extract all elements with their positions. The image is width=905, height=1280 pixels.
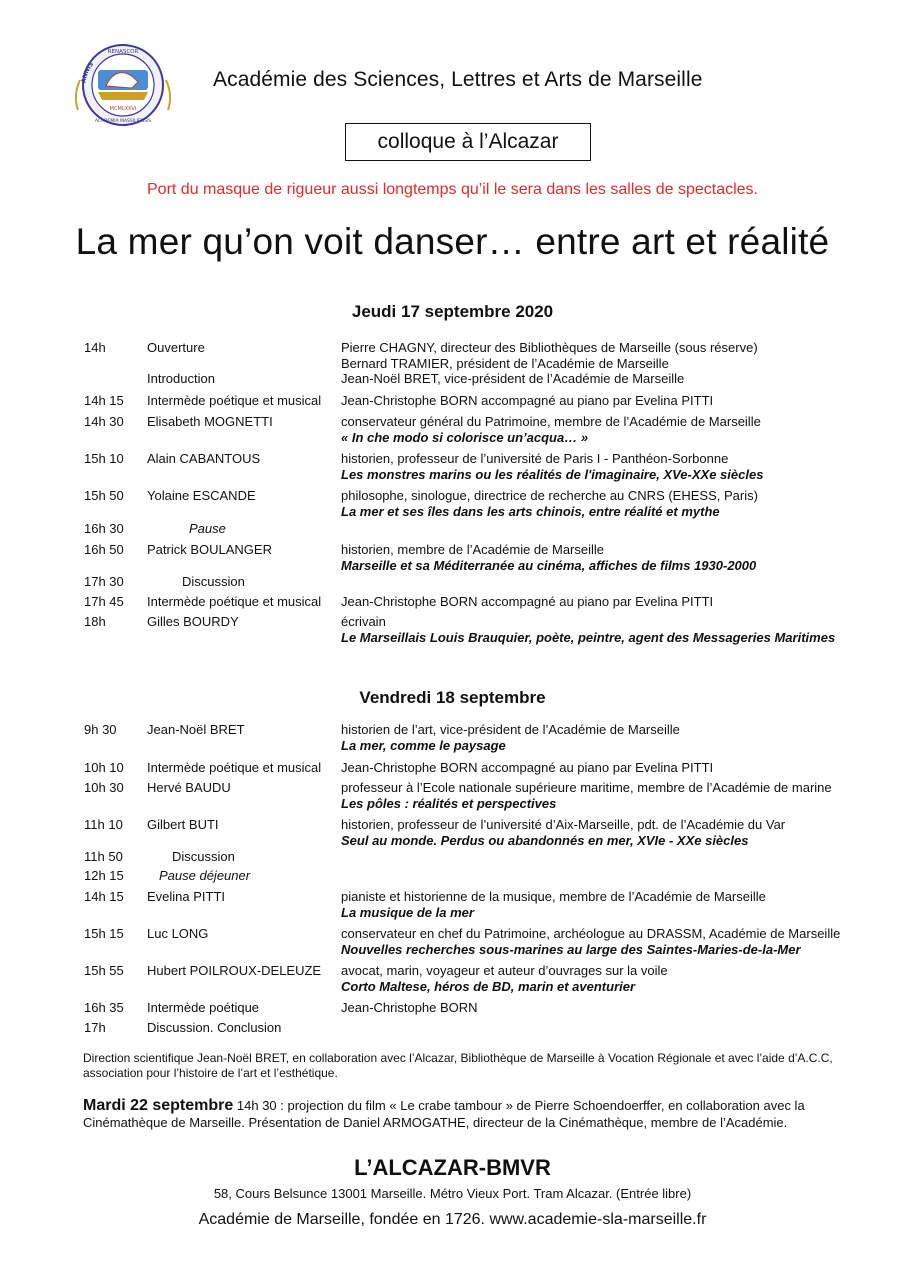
scientific-direction-note: Direction scientifique Jean-Noël BRET, en collaboration avec l’Alcazar, Bibliothèque de Marseille à Vocation Régionale et avec l’aide d’A.C.C, association pour l’histoire de l’art et l’esthétique. bbox=[83, 1051, 833, 1080]
session-role: conservateur en chef du Patrimoine, archéologue au DRASSM, Académie de Marseille bbox=[341, 926, 841, 941]
session-speaker: Patrick BOULANGER bbox=[147, 542, 272, 557]
session-speaker: Intermède poétique bbox=[147, 1000, 260, 1015]
session-description bbox=[341, 780, 832, 812]
session-time: 15h 55 bbox=[84, 963, 124, 978]
talk-title: « In che modo si colorisce un’acqua… » bbox=[341, 430, 589, 445]
academy-crest-icon bbox=[68, 40, 178, 132]
session-speaker: Discussion bbox=[172, 849, 235, 864]
session-time: 11h 10 bbox=[84, 817, 123, 832]
mask-notice: Port du masque de rigueur aussi longtemps qu’il le sera dans les salles de spectacles. bbox=[147, 181, 758, 198]
session-speaker: Alain CABANTOUS bbox=[147, 451, 261, 466]
day1-heading: Jeudi 17 septembre 2020 bbox=[351, 302, 554, 321]
session-speaker: Hervé BAUDU bbox=[147, 780, 231, 795]
session-time: 14h 15 bbox=[84, 889, 124, 904]
session-speaker: Ouverture bbox=[147, 340, 205, 355]
session-description bbox=[341, 722, 680, 754]
tuesday-text: 14h 30 : projection du film « Le crabe tambour » de Pierre Schoendoerffer, en collaboration avec la Cinémathèque de Marseille. Présentation de Daniel ARMOGATHE, directeur de la Cinémathèque, membre de l’Académie. bbox=[83, 1098, 805, 1130]
session-time: 10h 10 bbox=[84, 760, 124, 775]
session-description bbox=[341, 488, 758, 520]
session-speaker: Gilles BOURDY bbox=[147, 614, 239, 629]
session-description bbox=[341, 614, 835, 646]
session-role: Pierre CHAGNY, directeur des Bibliothèques de Marseille (sous réserve) bbox=[341, 340, 758, 355]
session-speaker: Discussion. Conclusion bbox=[147, 1020, 282, 1035]
session-time: 11h 50 bbox=[84, 849, 123, 864]
page-title: La mer qu’on voit danser… entre art et réalité bbox=[75, 221, 830, 262]
session-role: historien, professeur de l’université de Paris I - Panthéon-Sorbonne bbox=[341, 451, 729, 466]
session-time: 10h 30 bbox=[84, 780, 124, 795]
session-time: 17h bbox=[84, 1020, 106, 1035]
session-role: Jean-Christophe BORN accompagné au piano par Evelina PITTI bbox=[341, 760, 714, 775]
session-description bbox=[341, 760, 713, 776]
session-time: 12h 15 bbox=[84, 868, 124, 883]
svg-text:ACADEMIA MASSILIENSIS: ACADEMIA MASSILIENSIS bbox=[94, 119, 152, 124]
session-role: pianiste et historienne de la musique, membre de l’Académie de Marseille bbox=[341, 889, 766, 904]
talk-title: Le Marseillais Louis Brauquier, poète, peintre, agent des Messageries Maritimes bbox=[341, 630, 836, 645]
session-description bbox=[341, 926, 840, 958]
session-role: Jean-Christophe BORN accompagné au piano par Evelina PITTI bbox=[341, 594, 714, 609]
session-speaker: Intermède poétique et musical bbox=[147, 594, 322, 609]
session-time: 15h 10 bbox=[84, 451, 124, 466]
talk-title: Nouvelles recherches sous-marines au large des Saintes-Maries-de-la-Mer bbox=[341, 942, 801, 957]
session-time: 14h bbox=[84, 340, 106, 355]
session-role: professeur à l’Ecole nationale supérieure maritime, membre de l’Académie de marine bbox=[341, 780, 832, 795]
session-speaker: Discussion bbox=[182, 574, 245, 589]
session-time: 15h 50 bbox=[84, 488, 124, 503]
session-speaker: Introduction bbox=[147, 371, 215, 386]
session-description bbox=[341, 594, 713, 610]
talk-title: La mer et ses îles dans les arts chinois, entre réalité et mythe bbox=[341, 504, 720, 519]
session-time: 14h 15 bbox=[84, 393, 124, 408]
session-role: Jean-Christophe BORN accompagné au piano par Evelina PITTI bbox=[341, 393, 714, 408]
session-speaker: Yolaine ESCANDE bbox=[147, 488, 256, 503]
session-time: 18h bbox=[84, 614, 106, 629]
session-role: historien, professeur de l’université d’Aix-Marseille, pdt. de l’Académie du Var bbox=[341, 817, 786, 832]
session-speaker: Evelina PITTI bbox=[147, 889, 226, 904]
talk-title: Corto Maltese, héros de BD, marin et aventurier bbox=[341, 979, 636, 994]
session-speaker: Jean-Noël BRET bbox=[147, 722, 245, 737]
academy-website[interactable]: Académie de Marseille, fondée en 1726. www.academie-sla-marseille.fr bbox=[198, 1211, 707, 1228]
session-role: écrivain bbox=[341, 614, 386, 629]
session-time: 9h 30 bbox=[84, 722, 117, 737]
session-description bbox=[341, 889, 766, 921]
session-role: historien de l’art, vice-président de l’Académie de Marseille bbox=[341, 722, 680, 737]
session-time: 16h 50 bbox=[84, 542, 124, 557]
session-role: Bernard TRAMIER, président de l’Académie de Marseille bbox=[341, 356, 669, 371]
session-description bbox=[341, 963, 668, 995]
venue-name: L’ALCAZAR-BMVR bbox=[354, 1155, 551, 1180]
session-speaker: Elisabeth MOGNETTI bbox=[147, 414, 273, 429]
session-role: historien, membre de l’Académie de Marseille bbox=[341, 542, 605, 557]
session-time: 17h 30 bbox=[84, 574, 124, 589]
session-time: 17h 45 bbox=[84, 594, 124, 609]
venue-address: 58, Cours Belsunce 13001 Marseille. Métro Vieux Port. Tram Alcazar. (Entrée libre) bbox=[213, 1186, 692, 1201]
svg-text:RENASCOR: RENASCOR bbox=[107, 49, 139, 55]
session-role: Jean-Noël BRET, vice-président de l’Académie de Marseille bbox=[341, 371, 685, 386]
session-time: 15h 15 bbox=[84, 926, 124, 941]
session-description bbox=[341, 451, 763, 483]
session-time: 16h 30 bbox=[84, 521, 124, 536]
session-speaker: Gilbert BUTI bbox=[147, 817, 219, 832]
session-time: 14h 30 bbox=[84, 414, 124, 429]
session-time: 16h 35 bbox=[84, 1000, 124, 1015]
session-speaker: Pause déjeuner bbox=[159, 868, 251, 883]
tuesday-date: Mardi 22 septembre bbox=[83, 1097, 234, 1114]
session-description bbox=[341, 371, 684, 387]
tuesday-screening bbox=[83, 1097, 873, 1131]
session-description bbox=[341, 414, 761, 446]
session-speaker: Intermède poétique et musical bbox=[147, 760, 322, 775]
colloque-label-text: colloque à l’Alcazar bbox=[377, 130, 559, 153]
session-role: philosophe, sinologue, directrice de recherche au CNRS (EHESS, Paris) bbox=[341, 488, 758, 503]
session-description bbox=[341, 1000, 478, 1016]
session-speaker: Intermède poétique et musical bbox=[147, 393, 322, 408]
session-description bbox=[341, 817, 785, 849]
session-description bbox=[341, 340, 758, 372]
session-speaker: Hubert POILROUX-DELEUZE bbox=[147, 963, 322, 978]
session-role: avocat, marin, voyageur et auteur d’ouvrages sur la voile bbox=[341, 963, 668, 978]
session-speaker: Luc LONG bbox=[147, 926, 209, 941]
session-description bbox=[341, 393, 713, 409]
day2-heading: Vendredi 18 septembre bbox=[359, 688, 546, 707]
academy-title: Académie des Sciences, Lettres et Arts de Marseille bbox=[213, 68, 703, 91]
session-description bbox=[341, 542, 756, 574]
session-role: Jean-Christophe BORN bbox=[341, 1000, 478, 1015]
talk-title: La mer, comme le paysage bbox=[341, 738, 506, 753]
talk-title: Les pôles : réalités et perspectives bbox=[341, 796, 557, 811]
talk-title: Marseille et sa Méditerranée au cinéma, affiches de films 1930-2000 bbox=[341, 558, 757, 573]
session-speaker: Pause bbox=[189, 521, 226, 536]
talk-title: La musique de la mer bbox=[341, 905, 474, 920]
session-role: conservateur général du Patrimoine, membre de l’Académie de Marseille bbox=[341, 414, 761, 429]
svg-text:MCMLXXVI: MCMLXXVI bbox=[109, 106, 137, 112]
talk-title: Seul au monde. Perdus ou abandonnés en mer, XVIe - XXe siècles bbox=[341, 833, 749, 848]
talk-title: Les monstres marins ou les réalités de l'imaginaire, XVe-XXe siècles bbox=[341, 467, 764, 482]
colloque-label bbox=[345, 123, 591, 161]
logo-motto: ANNIS bbox=[80, 60, 96, 84]
